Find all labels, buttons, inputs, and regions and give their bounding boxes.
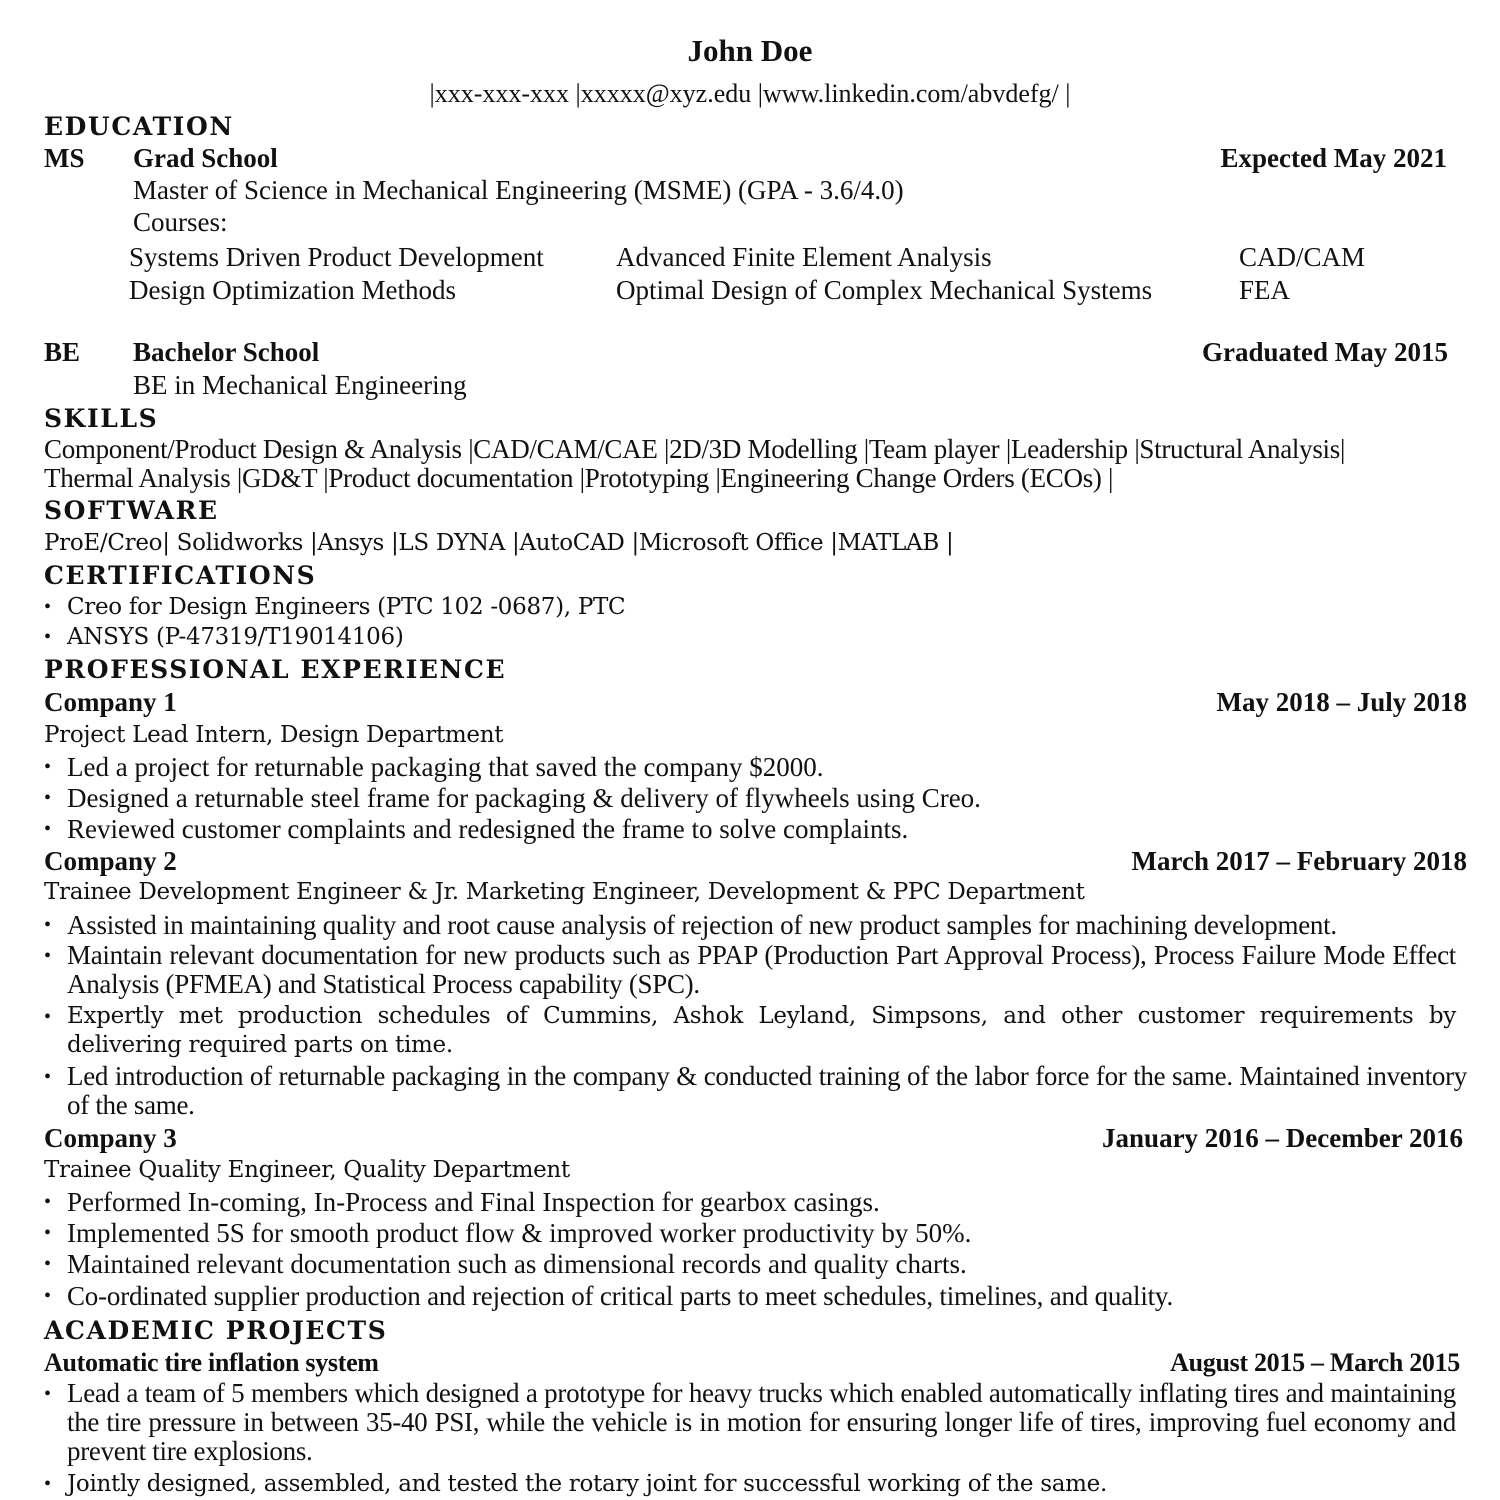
course-item: Design Optimization Methods — [129, 275, 456, 305]
job-bullet: Maintain relevant documentation for new products such as PPAP (Production Part Approval Process), Process Failure Mode Effect Analysis (PFMEA) and Statistical Process capability (SPC). — [67, 940, 1456, 999]
be-degree: BE — [44, 337, 81, 367]
course-item: FEA — [1239, 275, 1291, 305]
job-bullet: Led a project for returnable packaging that saved the company $2000. — [67, 752, 824, 782]
education-heading: EDUCATION — [44, 112, 234, 141]
bullet-icon: • — [44, 1285, 52, 1307]
bullet-icon: • — [44, 1191, 52, 1213]
bullet-icon: • — [44, 596, 52, 618]
resume-name: John Doe — [687, 33, 813, 68]
courses-label: Courses: — [133, 207, 228, 237]
job-bullet: Led introduction of returnable packaging in the company & conducted training of the labor force for the same. Maintained inventory of the same. — [67, 1061, 1467, 1120]
bullet-icon: • — [44, 1222, 52, 1244]
certification-item: Creo for Design Engineers (PTC 102 -0687), PTC — [67, 594, 626, 620]
skills-line: Component/Product Design & Analysis |CAD/CAM/CAE |2D/3D Modelling |Team player |Leadership |Structural Analysis| — [44, 434, 1346, 464]
job-bullet: Implemented 5S for smooth product flow & improved worker productivity by 50%. — [67, 1218, 972, 1248]
bullet-icon: • — [44, 914, 52, 936]
job-bullet: Co-ordinated supplier production and rejection of critical parts to meet schedules, timelines, and quality. — [67, 1281, 1174, 1311]
project-bullet: Lead a team of 5 members which designed a prototype for heavy trucks which enabled automatically inflating tires and maintaining the tire pressure in between 35-40 PSI, while the vehicle is in motion for ensuring longer life of tires, improving fuel economy and prevent tire explosions. — [67, 1378, 1456, 1466]
job-date: March 2017 – February 2018 — [1131, 846, 1467, 876]
job-role: Trainee Development Engineer & Jr. Marketing Engineer, Development & PPC Department — [44, 879, 1085, 905]
bullet-icon: • — [44, 818, 52, 840]
bullet-icon: • — [44, 1253, 52, 1275]
bullet-icon: • — [44, 1006, 52, 1028]
skills-line: Thermal Analysis |GD&T |Product documentation |Prototyping |Engineering Change Orders (ECOs) | — [44, 463, 1114, 493]
course-item: Systems Driven Product Development — [129, 242, 544, 272]
certifications-heading: CERTIFICATIONS — [44, 561, 317, 590]
be-date: Graduated May 2015 — [1202, 337, 1448, 367]
job-bullet: Performed In-coming, In-Process and Final Inspection for gearbox casings. — [67, 1187, 880, 1217]
course-item: CAD/CAM — [1239, 242, 1366, 272]
be-school: Bachelor School — [133, 337, 320, 367]
job-role: Trainee Quality Engineer, Quality Department — [44, 1157, 570, 1183]
bullet-icon: • — [44, 1383, 52, 1405]
course-item: Advanced Finite Element Analysis — [616, 242, 992, 272]
experience-heading: PROFESSIONAL EXPERIENCE — [44, 655, 507, 684]
project-date: August 2015 – March 2015 — [1170, 1348, 1460, 1377]
contact-line: |xxx-xxx-xxx |xxxxx@xyz.edu |www.linkedin.com/abvdefg/ | — [429, 79, 1071, 108]
project-bullet: Jointly designed, assembled, and tested the rotary joint for successful working of the same. — [67, 1471, 1108, 1497]
bullet-icon: • — [44, 787, 52, 809]
software-heading: SOFTWARE — [44, 496, 219, 525]
certification-item: ANSYS (P-47319/T19014106) — [67, 624, 404, 650]
job-role: Project Lead Intern, Design Department — [44, 722, 504, 748]
job-bullet: Maintained relevant documentation such as dimensional records and quality charts. — [67, 1249, 967, 1279]
bullet-icon: • — [44, 1066, 52, 1088]
job-date: May 2018 – July 2018 — [1216, 687, 1467, 717]
ms-program: Master of Science in Mechanical Engineering (MSME) (GPA - 3.6/4.0) — [133, 175, 904, 205]
job-bullet: Assisted in maintaining quality and root cause analysis of rejection of new product samples for machining development. — [67, 910, 1337, 940]
software-line: ProE/Creo| Solidworks |Ansys |LS DYNA |AutoCAD |Microsoft Office |MATLAB | — [44, 530, 954, 556]
ms-degree: MS — [44, 143, 85, 173]
bullet-icon: • — [44, 626, 52, 648]
bullet-icon: • — [44, 756, 52, 778]
bullet-icon: • — [44, 1473, 52, 1495]
company-name: Company 3 — [44, 1123, 177, 1153]
job-bullet: Expertly met production schedules of Cummins, Ashok Leyland, Simpsons, and other customer requirements by delivering required parts on time. — [67, 1003, 1456, 1058]
be-program: BE in Mechanical Engineering — [133, 370, 467, 400]
course-item: Optimal Design of Complex Mechanical Systems — [616, 275, 1153, 305]
job-bullet: Reviewed customer complaints and redesigned the frame to solve complaints. — [67, 814, 909, 844]
company-name: Company 1 — [44, 687, 177, 717]
skills-heading: SKILLS — [44, 404, 159, 433]
bullet-icon: • — [44, 945, 52, 967]
projects-heading: ACADEMIC PROJECTS — [44, 1316, 388, 1345]
company-name: Company 2 — [44, 846, 177, 876]
job-bullet: Designed a returnable steel frame for packaging & delivery of flywheels using Creo. — [67, 783, 981, 813]
ms-date: Expected May 2021 — [1220, 143, 1447, 173]
ms-school: Grad School — [133, 143, 278, 173]
job-date: January 2016 – December 2016 — [1102, 1123, 1463, 1153]
project-title: Automatic tire inflation system — [44, 1348, 379, 1377]
